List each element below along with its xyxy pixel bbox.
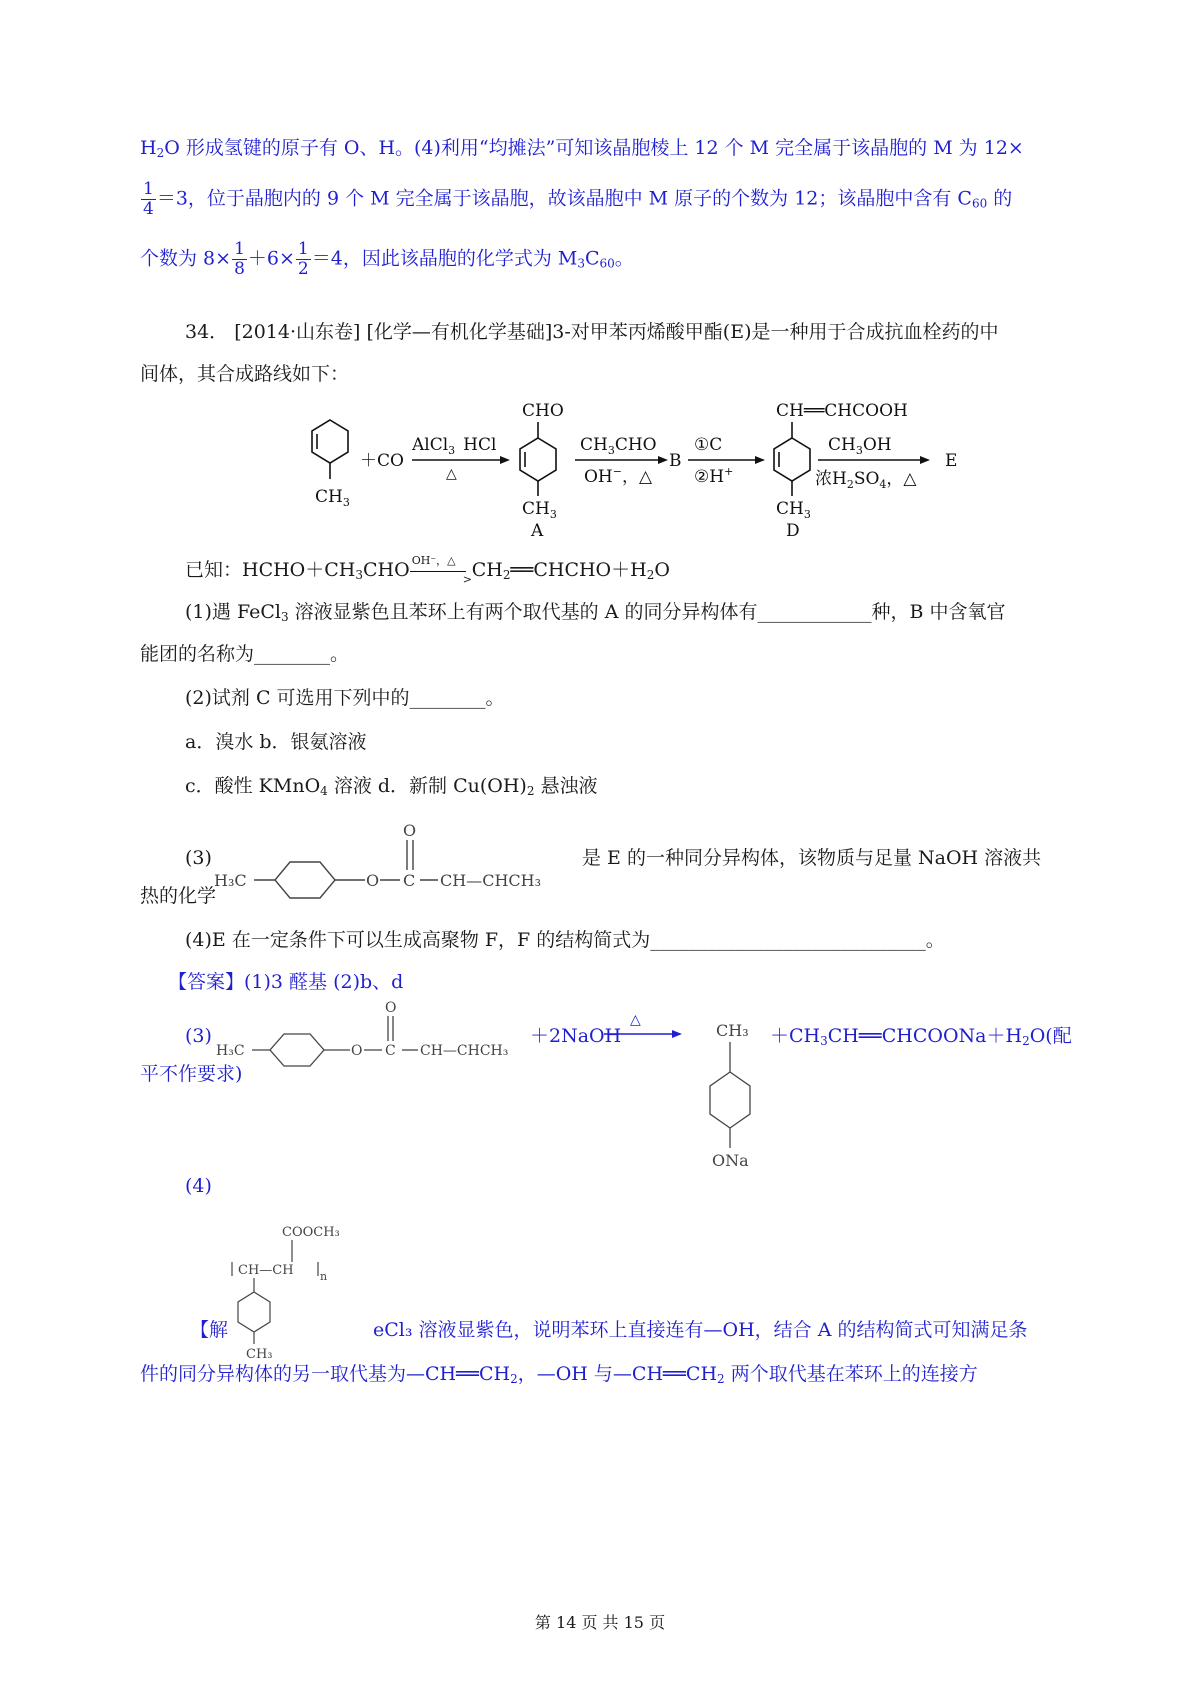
answer-4-label: (4)	[185, 1175, 212, 1197]
reagent-h: ②H+	[694, 465, 734, 487]
q3-chain: CH—CHCH₃	[440, 871, 541, 890]
catalyst-alcl3: AlCl$_3$ HCl	[412, 435, 497, 457]
answer-key: 【答案】	[168, 971, 245, 993]
explanation-line-1: eCl₃ 溶液显紫色，说明苯环上直接连有—OH，结合 A 的结构简式可知满足条	[373, 1319, 1028, 1341]
answer-3-naoh: ＋2NaOH	[530, 1025, 622, 1047]
svg-text:△: △	[630, 1012, 641, 1028]
polymer-chain: CH—CH	[238, 1263, 294, 1278]
a3-h3c: H₃C	[216, 1043, 245, 1059]
polymer-n: n	[320, 1270, 328, 1283]
question-34-line-1: 34． [2014·山东卷] [化学—有机化学基础]3-对甲苯丙烯酸甲酯(E)是一种用于合成抗血栓药的中	[185, 321, 999, 343]
q3-c: C	[403, 871, 416, 890]
prev-answer-line-3: 个数为 8× $\frac{1}{8}$ ＋6× $\frac{1}{2}$ ＝4，因此该晶胞的化学式为 $M_3C_{60}$。	[140, 239, 634, 279]
explanation-key: 【解	[190, 1319, 229, 1341]
options-ab: a．溴水 b．银氨溶液	[185, 731, 367, 753]
prev-answer-line-1: $H_2O$ 形成氢键的原子有 O、H。(4)利用“均摊法”可知该晶胞棱上 12 个 M 完全属于该晶胞的 M 为 12×	[140, 137, 1024, 160]
synthesis-scheme	[0, 0, 1200, 540]
sub-question-3-label: (3)	[185, 847, 212, 869]
sub-question-4: (4)E 在一定条件下可以生成高聚物 F，F 的结构简式为_____________________________。	[185, 929, 945, 951]
answer-3-label: (3)	[185, 1025, 212, 1047]
a3-carbonyl-o: O	[385, 1000, 397, 1016]
known-reaction: 已知：$HCHO+CH_3CHO$ OH⁻，△ > $CH_2══CHCHO+H_2O$	[185, 554, 670, 586]
phenoxide-ch3: CH₃	[716, 1021, 749, 1040]
ester-structure-a3	[210, 998, 520, 1078]
answer-3-arrow	[600, 1010, 690, 1040]
sub-question-1: (1)遇 FeCl$_3$ 溶液显紫色且苯环上有两个取代基的 A 的同分异构体有____________种，B 中含氧官	[185, 601, 1006, 624]
sub-question-1-cont: 能团的名称为________。	[140, 643, 350, 665]
options-cd: c．酸性 KMnO$_4$ 溶液 d．新制 $Cu(OH)_2$ 悬浊液	[185, 775, 598, 798]
label-a: A	[531, 521, 544, 541]
ester-structure-q3	[210, 820, 560, 910]
answer-line-1: 【答案】(1)3 醛基 (2)b、d	[168, 971, 404, 993]
a-ch3: $CH_3$	[522, 499, 557, 521]
explanation-line-2: 件的同分异构体的另一取代基为$—CH══CH_2$，—OH 与$—CH══CH_2$ 两个取代基在苯环上的连接方	[140, 1363, 978, 1386]
answer-3-note: 平不作要求)	[140, 1063, 243, 1085]
fraction-one-quarter: $\frac{1}{4}$	[143, 179, 154, 219]
d-acrylic: CH══CHCOOH	[776, 401, 908, 421]
sub-question-3-text: 是 E 的一种同分异构体，该物质与足量 NaOH 溶液共	[582, 847, 1042, 869]
sub-question-3-text-2: 热的化学	[140, 885, 217, 907]
reagent-ch3cho: $CH_3CHO$	[580, 435, 657, 457]
polymer-cooch3: COOCH₃	[282, 1225, 340, 1240]
delta-1: △	[446, 466, 457, 482]
question-34-line-2: 间体，其合成路线如下：	[140, 363, 350, 385]
q3-o: O	[366, 871, 380, 890]
q3-carbonyl-o: O	[403, 821, 417, 840]
label-d: D	[786, 521, 800, 541]
fraction-one-eighth: $\frac{1}{8}$	[234, 239, 245, 279]
condition-h2so4: 浓$H_2SO_4$，△	[815, 469, 917, 491]
a-cho: CHO	[522, 401, 564, 421]
d-ch3: $CH_3$	[776, 499, 811, 521]
a3-chain: CH—CHCH₃	[420, 1043, 509, 1059]
fraction-one-half: $\frac{1}{2}$	[297, 239, 309, 279]
polymer-ch3: CH₃	[246, 1347, 273, 1362]
a3-o: O	[351, 1043, 363, 1059]
plus-co: ＋CO	[360, 451, 404, 471]
polymer-structure	[220, 1222, 370, 1362]
condition-oh: OH−，△	[584, 465, 653, 487]
a3-c: C	[385, 1043, 396, 1059]
known-arrow: OH⁻，△ >	[411, 554, 472, 586]
phenoxide-ona: ONa	[712, 1151, 749, 1170]
label-b: B	[669, 451, 682, 471]
page-footer: 第 14 页 共 15 页	[534, 1613, 666, 1632]
q3-h3c: H₃C	[214, 871, 247, 890]
label-e: E	[945, 451, 958, 471]
reagent-c: ①C	[694, 435, 723, 455]
reagent-ch3oh: $CH_3OH$	[828, 435, 892, 457]
prev-answer-line-2: $\frac{1}{4}$ ＝3，位于晶胞内的 9 个 M 完全属于该晶胞，故该晶胞中 M 原子的个数为 12；该晶胞中含有 $C_{60}$ 的	[143, 179, 1013, 219]
answer-3-products: $+CH_3CH══CHCOONa+H_2O$(配	[770, 1025, 1072, 1048]
sub-question-2: (2)试剂 C 可选用下列中的________。	[185, 687, 505, 709]
toluene-ch3: $CH_3$	[315, 487, 350, 509]
